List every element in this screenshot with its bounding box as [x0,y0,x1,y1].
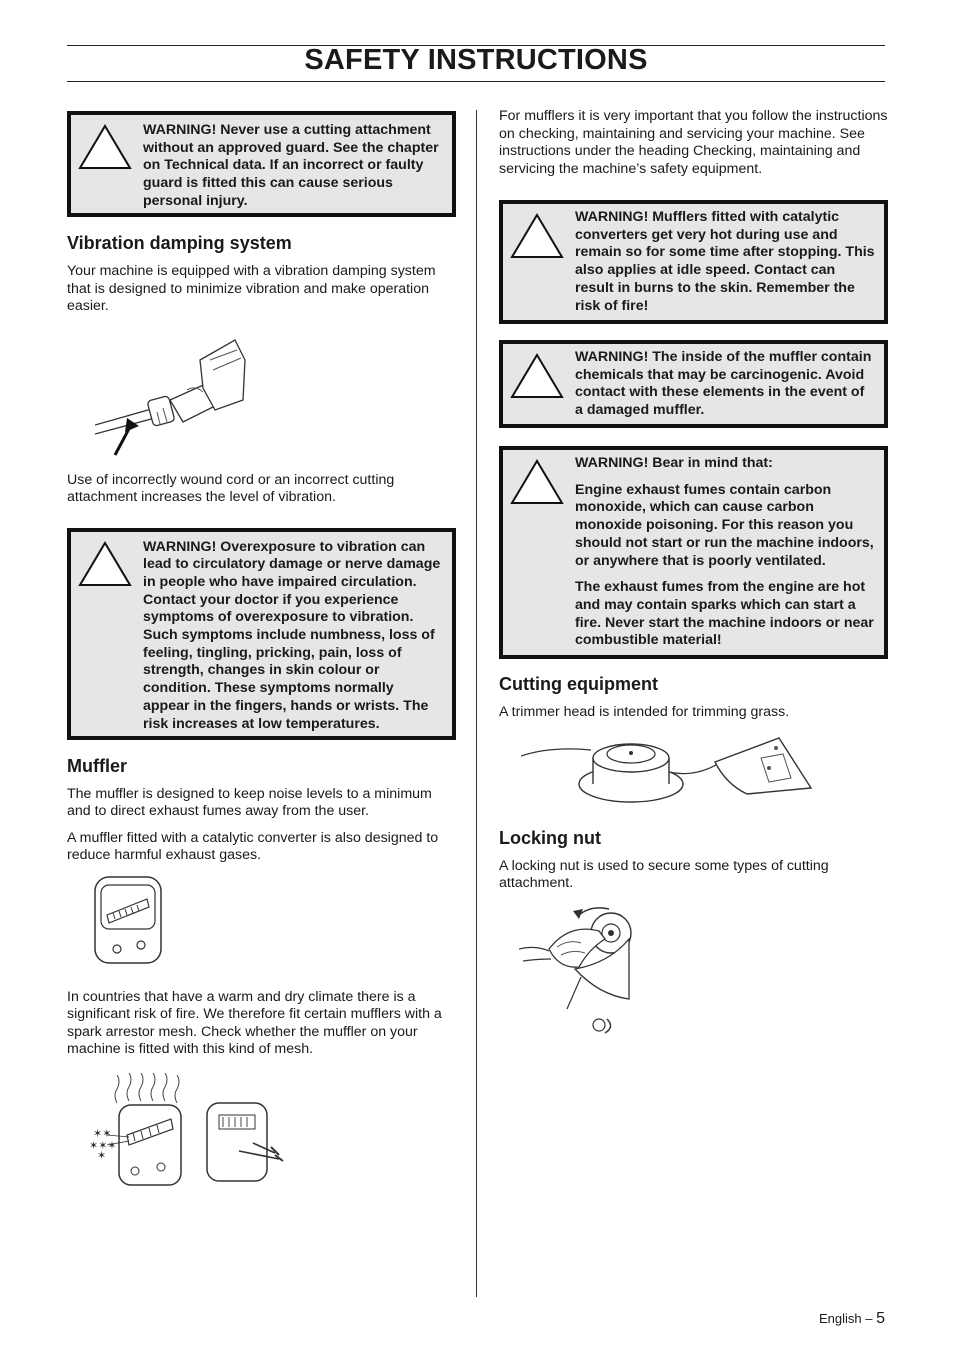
warning-text-carbon-monoxide: Engine exhaust fumes contain carbon monoxide, which can cause carbon monoxide poisoning. For this reason you should not start or run the machine indoors, or anywhere that is poorly ventilated. [575,481,874,569]
left-column [67,111,457,1191]
page-number: 5 [876,1310,885,1327]
title-underline [67,81,885,82]
cutting-paragraph: A trimmer head is intended for trimming grass. [499,704,790,720]
column-divider [476,110,477,1297]
vibration-paragraph-1: Your machine is equipped with a vibration damping system that is designed to minimize vibration and make operation easier. [67,263,436,314]
warning-triangle-icon [77,540,133,588]
warning-heading: WARNING! Bear in mind that: [575,455,773,471]
vibration-paragraph-2: Use of incorrectly wound cord or an incorrect cutting attachment increases the level of vibration. [67,471,395,505]
muffler-illustration [89,873,189,968]
muffler-intro-paragraph: For mufflers it is very important that you follow the instructions on checking, maintaining and servicing your machine. See instructions under the heading Checking, maintaining and servicing the machine’s safety equipment. [499,108,888,177]
page-footer [819,1310,885,1328]
warning-triangle-icon [509,352,565,400]
warning-box-vibration [67,528,456,740]
muffler-paragraph-1: The muffler is designed to keep noise levels to a minimum and to direct exhaust fumes away from the user. [67,785,432,819]
warning-box-hot-muffler [499,200,888,324]
warning-triangle-icon [509,458,565,506]
footer-separator: – [865,1311,873,1326]
warning-box-carcinogenic [499,340,888,428]
section-heading-vibration: Vibration damping system [67,233,292,253]
footer-language: English [818,1311,862,1326]
vibration-damping-illustration [95,330,255,460]
warning-triangle-icon [77,123,133,171]
locking-nut-paragraph: A locking nut is used to secure some types of cutting attachment. [499,857,829,891]
warning-text-sparks: The exhaust fumes from the engine are hot and may contain sparks which can start a fire. Never start the machine indoors or near combustible material! [575,579,874,649]
warning-text: WARNING! Never use a cutting attachment without an approved guard. See the chapter on Technical data. If an incorrect or faulty guard is fitted this can cause serious personal injury. [143,122,439,209]
page-title: SAFETY INSTRUCTIONS [304,44,648,76]
section-heading-muffler: Muffler [67,755,127,776]
svg-text:✶✶: ✶✶ [93,1127,112,1140]
spark-arrestor-illustration [89,1071,309,1191]
locking-nut-illustration [519,899,659,1039]
svg-text:✶✶✶: ✶✶✶ [89,1139,117,1152]
warning-box-exhaust [499,446,888,659]
warning-text: WARNING! Overexposure to vibration can lead to circulatory damage or nerve damage in people who have impaired circulation. Contact your doctor if you experience symptoms of overexposure to vibration. Such symptoms include numbness, loss of feeling, tingling, pricking, pain, loss of strength, changes in skin colour or condition. These symptoms normally appear in the fingers, hands or wrists. The risk increases at low temperatures. [143,538,441,732]
right-column [499,108,889,1039]
warning-text: WARNING! Mufflers fitted with catalytic converters get very hot during use and remain so for some time after stopping. This also applies at idle speed. Contact can result in burns to the skin. Remember the risk of fire! [575,209,875,314]
section-heading-locking-nut: Locking nut [499,827,601,848]
section-heading-cutting: Cutting equipment [499,674,658,694]
warning-triangle-icon [509,212,565,260]
svg-text:✶: ✶ [97,1149,107,1162]
warning-text: WARNING! The inside of the muffler contain chemicals that may be carcinogenic. Avoid contact with these elements in the event of a damaged muffler. [575,349,872,419]
muffler-paragraph-2: A muffler fitted with a catalytic converter is also designed to reduce harmful exhaust gases. [67,829,439,863]
warning-box-guard [67,111,456,217]
trimmer-head-illustration [521,728,841,813]
muffler-paragraph-3: In countries that have a warm and dry climate there is a significant risk of fire. We therefore fit certain mufflers with a spark arrestor mesh. Check whether the muffler on your machine is fitted with this kind of mesh. [67,988,442,1057]
